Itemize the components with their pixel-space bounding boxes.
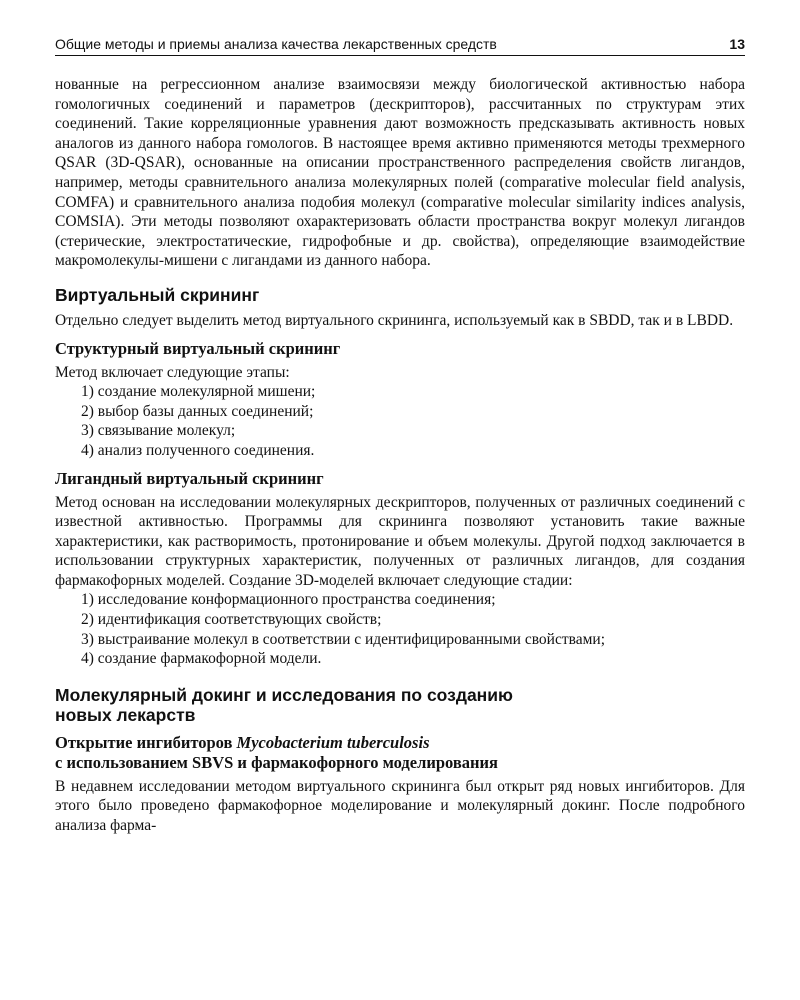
intro-paragraph: нованные на регрессионном анализе взаимосвязи между биологической активностью набора гомологичных соединений и параметров (дескрипторов), рассчитанных по структурам этих соединений. Такие корреляционные уравнения дают возможность предсказывать активность новых аналогов из данного набора гомологов. В настоящее время активно применяются методы трехмерного QSAR (3D-QSAR), основанные на описании пространственного распределения свойств лигандов, например, методы сравнительного анализа молекулярных полей (comparative molecular field analysis, COMFA) и сравнительного анализа подобия молекул (comparative molecular similarity indices analysis, COMSIA). Эти методы позволяют охарактеризовать области пространства вокруг молекул лигандов (стерические, электростатические, гидрофобные и др. свойства), определяющие взаимодействие макромолекулы-мишени с лигандами из данного набора.	[55, 76, 745, 270]
subsection-heading-structural-screening: Структурный виртуальный скрининг	[55, 338, 341, 358]
list-item: 4) анализ полученного соединения.	[81, 441, 315, 459]
page-number: 13	[729, 36, 745, 52]
running-title: Общие методы и приемы анализа качества лекарственных средств	[55, 36, 497, 52]
list-item: 1) создание молекулярной мишени;	[81, 383, 316, 401]
tb-heading-line-2: с использованием SBVS и фармакофорного моделирования	[55, 752, 498, 772]
structural-screening-intro: Метод включает следующие этапы:	[55, 363, 290, 381]
ligand-steps-list	[55, 590, 745, 668]
subsection-heading-ligand-screening: Лигандный виртуальный скрининг	[55, 468, 324, 488]
tb-discovery-paragraph: В недавнем исследовании методом виртуального скрининга был открыт ряд новых ингибиторов. Для этого было проведено фармакофорное моделирование и молекулярный докинг. После подробного анализа фарма-	[55, 777, 745, 835]
list-item: 2) идентификация соответствующих свойств;	[81, 611, 382, 629]
ligand-screening-paragraph: Метод основан на исследовании молекулярных дескрипторов, полученных от различных соединений с известной активностью. Программы для скрининга позволяют установить такие важные характеристики, как растворимость, протонирование и объем молекулы. Другой подход заключается в использовании структурных характеристик, полученных от различных лигандов, для создания фармакофорных моделей. Создание 3D-моделей включает следующие стадии:	[55, 493, 745, 589]
page-body	[55, 75, 745, 836]
subsection-heading-tb-discovery	[55, 733, 745, 773]
tb-heading-line-1	[55, 733, 745, 753]
list-item: 1) исследование конформационного пространства соединения;	[81, 591, 496, 609]
section-heading-virtual-screening: Виртуальный скрининг	[55, 284, 260, 305]
running-header	[55, 36, 745, 56]
list-item: 3) выстраивание молекул в соответствии с идентифицированными свойствами;	[81, 630, 606, 648]
docking-heading-line-1: Молекулярный докинг и исследования по созданию	[55, 684, 513, 705]
virtual-screening-paragraph: Отдельно следует выделить метод виртуального скрининга, используемый как в SBDD, так и в LBDD.	[55, 311, 734, 329]
list-item: 3) связывание молекул;	[81, 422, 236, 440]
tb-heading-species: Mycobacterium tuberculosis	[236, 732, 430, 752]
list-item: 4) создание фармакофорной модели.	[81, 650, 322, 668]
list-item: 2) выбор базы данных соединений;	[81, 402, 314, 420]
section-heading-docking	[55, 685, 745, 725]
docking-heading-line-2: новых лекарств	[55, 704, 196, 725]
structural-steps-list	[55, 382, 745, 460]
tb-heading-prefix: Открытие ингибиторов	[55, 732, 237, 752]
